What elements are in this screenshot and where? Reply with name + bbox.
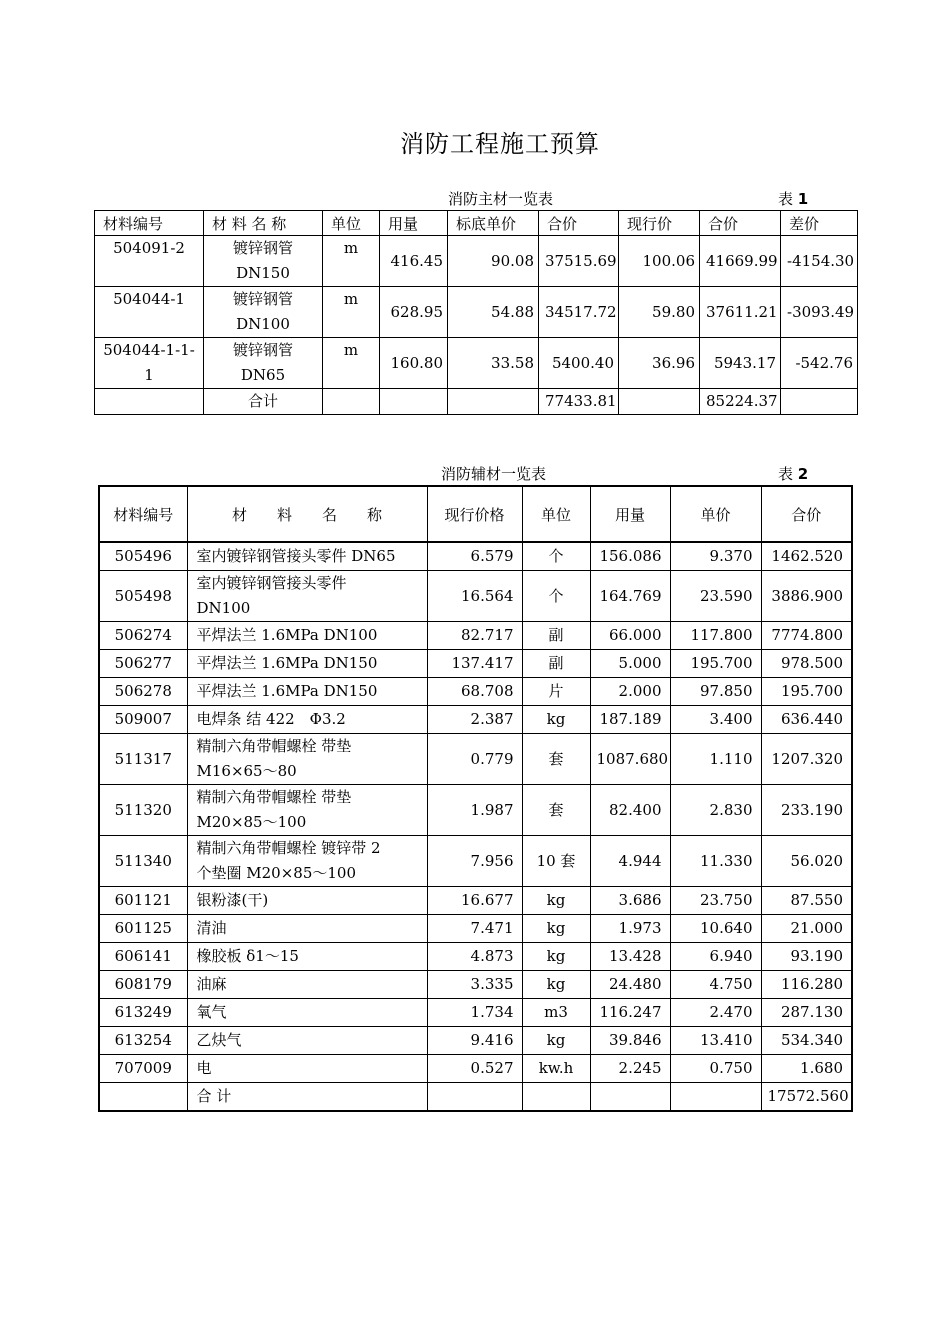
table-row xyxy=(99,650,852,678)
cell-unit-price: 23.590 xyxy=(670,571,761,622)
cell-current-price: 1.734 xyxy=(427,999,522,1027)
cell-total: 93.190 xyxy=(761,943,852,971)
cell-base-total: 34517.72 xyxy=(539,287,619,338)
cell-name xyxy=(204,236,323,287)
cell-unit-price: 2.470 xyxy=(670,999,761,1027)
cell-current-price: 100.06 xyxy=(619,236,700,287)
cell-name-line1: 橡胶板 δ1～15 xyxy=(196,947,299,965)
cell-name-line1: 清油 xyxy=(196,919,227,937)
cell-current-price: 137.417 xyxy=(427,650,522,678)
cell-name xyxy=(204,287,323,338)
cell-empty xyxy=(619,389,700,415)
cell-code: 601121 xyxy=(99,887,187,915)
cell-base-price: 33.58 xyxy=(448,338,539,389)
cell-current-price: 59.80 xyxy=(619,287,700,338)
cell-qty: 628.95 xyxy=(380,287,448,338)
cell-name xyxy=(187,915,427,943)
main-materials-table xyxy=(94,210,858,415)
cell-name-line1: 银粉漆(干) xyxy=(196,891,269,909)
cell-name-line1: 氧气 xyxy=(196,1003,227,1021)
table1-tag-number: 1 xyxy=(797,190,809,208)
cell-unit: m3 xyxy=(522,999,590,1027)
cell-base-total: 37515.69 xyxy=(539,236,619,287)
cell-unit-price: 2.830 xyxy=(670,785,761,836)
cell-code: 505498 xyxy=(99,571,187,622)
cell-current-total: 41669.99 xyxy=(700,236,781,287)
table-row xyxy=(95,236,858,287)
cell-unit-price: 9.370 xyxy=(670,542,761,571)
cell-difference: -3093.49 xyxy=(781,287,858,338)
cell-unit: kg xyxy=(522,915,590,943)
cell-qty: 3.686 xyxy=(590,887,670,915)
table-row xyxy=(99,571,852,622)
table1-header-row xyxy=(95,211,858,236)
cell-qty: 13.428 xyxy=(590,943,670,971)
cell-qty: 156.086 xyxy=(590,542,670,571)
cell-name-line1: 电 xyxy=(196,1059,212,1077)
cell-unit: 10 套 xyxy=(522,836,590,887)
cell-unit-price: 6.940 xyxy=(670,943,761,971)
cell-name-line2: DN150 xyxy=(236,264,290,282)
cell-current-price: 6.579 xyxy=(427,542,522,571)
table-row xyxy=(99,943,852,971)
cell-qty: 1087.680 xyxy=(590,734,670,785)
cell-current-price: 36.96 xyxy=(619,338,700,389)
cell-base-total: 5400.40 xyxy=(539,338,619,389)
cell-code: 511317 xyxy=(99,734,187,785)
cell-empty xyxy=(670,1083,761,1112)
cell-code: 506274 xyxy=(99,622,187,650)
table-row xyxy=(99,706,852,734)
cell-empty xyxy=(427,1083,522,1112)
cell-name-line1: 精制六角带帽螺栓 镀锌带 2 xyxy=(196,839,381,857)
table-row xyxy=(99,971,852,999)
table2-sum-row xyxy=(99,1083,852,1112)
cell-unit: 套 xyxy=(522,785,590,836)
cell-current-total: 5943.17 xyxy=(700,338,781,389)
table-row xyxy=(95,287,858,338)
header-unit-price: 单价 xyxy=(670,486,761,542)
cell-current-price: 3.335 xyxy=(427,971,522,999)
cell-name-line1: 室内镀锌钢管接头零件 DN65 xyxy=(196,547,396,565)
auxiliary-materials-table xyxy=(98,485,853,1112)
cell-current-price: 7.471 xyxy=(427,915,522,943)
cell-current-price: 9.416 xyxy=(427,1027,522,1055)
table2-body xyxy=(99,542,852,1083)
cell-unit-price: 1.110 xyxy=(670,734,761,785)
cell-name xyxy=(187,943,427,971)
cell-name-line1: 镀锌钢管 xyxy=(232,290,293,308)
cell-code: 613254 xyxy=(99,1027,187,1055)
cell-name-line1: 平焊法兰 1.6MPa DN150 xyxy=(196,654,378,672)
cell-name xyxy=(187,785,427,836)
cell-empty xyxy=(323,389,380,415)
cell-name-line2: M20×85～100 xyxy=(196,813,307,831)
sum-label: 合计 xyxy=(204,389,323,415)
cell-unit-price: 117.800 xyxy=(670,622,761,650)
cell-name xyxy=(187,706,427,734)
table-row xyxy=(99,1055,852,1083)
header-unit: 单位 xyxy=(522,486,590,542)
cell-current-price: 2.387 xyxy=(427,706,522,734)
sum-label: 合 计 xyxy=(187,1083,427,1112)
cell-unit: kg xyxy=(522,943,590,971)
cell-empty xyxy=(590,1083,670,1112)
cell-empty xyxy=(380,389,448,415)
table1-caption: 消防主材一览表 xyxy=(448,190,554,208)
table-row xyxy=(99,999,852,1027)
cell-empty xyxy=(95,389,204,415)
header-base-total: 合价 xyxy=(539,211,619,236)
cell-total: 7774.800 xyxy=(761,622,852,650)
cell-name-line1: 平焊法兰 1.6MPa DN100 xyxy=(196,626,378,644)
cell-name-line1: 镀锌钢管 xyxy=(232,239,293,257)
cell-code: 504044-1 xyxy=(95,287,204,338)
table2-caption: 消防辅材一览表 xyxy=(441,465,547,483)
table-row xyxy=(95,338,858,389)
cell-empty xyxy=(448,389,539,415)
cell-name-line1: 乙炔气 xyxy=(196,1031,242,1049)
table2-tag-prefix: 表 xyxy=(778,465,794,483)
cell-unit-price: 97.850 xyxy=(670,678,761,706)
table2-tag xyxy=(778,463,808,484)
cell-unit-price: 13.410 xyxy=(670,1027,761,1055)
table1-sum-row xyxy=(95,389,858,415)
cell-name-line1: 平焊法兰 1.6MPa DN150 xyxy=(196,682,378,700)
cell-current-price: 16.564 xyxy=(427,571,522,622)
cell-total: 195.700 xyxy=(761,678,852,706)
cell-unit: 副 xyxy=(522,650,590,678)
cell-name xyxy=(187,622,427,650)
cell-unit-price: 195.700 xyxy=(670,650,761,678)
cell-total: 534.340 xyxy=(761,1027,852,1055)
cell-unit: kw.h xyxy=(522,1055,590,1083)
header-name: 材 料 名 称 xyxy=(204,211,323,236)
cell-unit: 副 xyxy=(522,622,590,650)
cell-unit: m xyxy=(323,236,380,287)
table-row xyxy=(99,1027,852,1055)
table1-tag-prefix: 表 xyxy=(778,190,794,208)
document-title: 消防工程施工预算 xyxy=(400,130,600,158)
header-name: 材 料 名 称 xyxy=(187,486,427,542)
header-current-total: 合价 xyxy=(700,211,781,236)
cell-name xyxy=(187,571,427,622)
cell-current-price: 0.779 xyxy=(427,734,522,785)
cell-code: 608179 xyxy=(99,971,187,999)
cell-unit-price: 23.750 xyxy=(670,887,761,915)
cell-unit-price: 11.330 xyxy=(670,836,761,887)
cell-code: 506278 xyxy=(99,678,187,706)
cell-unit-price: 4.750 xyxy=(670,971,761,999)
header-current-price: 现行价 xyxy=(619,211,700,236)
cell-total: 21.000 xyxy=(761,915,852,943)
cell-total: 636.440 xyxy=(761,706,852,734)
cell-unit: 个 xyxy=(522,571,590,622)
table-row xyxy=(99,542,852,571)
cell-code: 505496 xyxy=(99,542,187,571)
cell-name-line1: 电焊条 结 422 Φ3.2 xyxy=(196,710,346,728)
cell-name-line2: M16×65～80 xyxy=(196,762,297,780)
header-base-price: 标底单价 xyxy=(448,211,539,236)
cell-qty: 1.973 xyxy=(590,915,670,943)
cell-current-price: 0.527 xyxy=(427,1055,522,1083)
cell-total: 233.190 xyxy=(761,785,852,836)
cell-name-line2: DN100 xyxy=(196,599,251,617)
table-row xyxy=(99,785,852,836)
cell-current-price: 68.708 xyxy=(427,678,522,706)
cell-qty: 116.247 xyxy=(590,999,670,1027)
cell-name-line2: DN100 xyxy=(236,315,290,333)
cell-code: 506277 xyxy=(99,650,187,678)
cell-name xyxy=(187,542,427,571)
cell-qty: 4.944 xyxy=(590,836,670,887)
cell-unit: kg xyxy=(522,971,590,999)
cell-name-line1: 镀锌钢管 xyxy=(232,341,293,359)
header-qty: 用量 xyxy=(590,486,670,542)
cell-code: 613249 xyxy=(99,999,187,1027)
cell-qty: 24.480 xyxy=(590,971,670,999)
cell-name-line1: 室内镀锌钢管接头零件 xyxy=(196,574,347,592)
cell-name xyxy=(187,971,427,999)
cell-base-price: 90.08 xyxy=(448,236,539,287)
cell-current-price: 7.956 xyxy=(427,836,522,887)
table-row xyxy=(99,887,852,915)
cell-qty: 2.245 xyxy=(590,1055,670,1083)
cell-name xyxy=(187,650,427,678)
cell-total: 1207.320 xyxy=(761,734,852,785)
cell-empty xyxy=(99,1083,187,1112)
cell-name-line2: DN65 xyxy=(240,366,286,384)
cell-name xyxy=(187,999,427,1027)
header-current-price: 现行价格 xyxy=(427,486,522,542)
cell-code: 601125 xyxy=(99,915,187,943)
cell-unit: 片 xyxy=(522,678,590,706)
table-row xyxy=(99,734,852,785)
cell-qty: 416.45 xyxy=(380,236,448,287)
cell-unit: 套 xyxy=(522,734,590,785)
cell-code: 511340 xyxy=(99,836,187,887)
cell-name xyxy=(187,734,427,785)
header-code: 材料编号 xyxy=(95,211,204,236)
table-row xyxy=(99,622,852,650)
header-code: 材料编号 xyxy=(99,486,187,542)
cell-qty: 82.400 xyxy=(590,785,670,836)
cell-name xyxy=(187,1055,427,1083)
header-total: 合价 xyxy=(761,486,852,542)
cell-current-price: 1.987 xyxy=(427,785,522,836)
cell-total: 978.500 xyxy=(761,650,852,678)
cell-name xyxy=(187,678,427,706)
cell-total: 56.020 xyxy=(761,836,852,887)
table-row xyxy=(99,915,852,943)
header-unit: 单位 xyxy=(323,211,380,236)
cell-base-price: 54.88 xyxy=(448,287,539,338)
cell-name xyxy=(187,1027,427,1055)
cell-qty: 39.846 xyxy=(590,1027,670,1055)
table2-header-row xyxy=(99,486,852,542)
cell-difference: -542.76 xyxy=(781,338,858,389)
cell-code: 509007 xyxy=(99,706,187,734)
cell-qty: 2.000 xyxy=(590,678,670,706)
cell-current-price: 16.677 xyxy=(427,887,522,915)
cell-total: 287.130 xyxy=(761,999,852,1027)
cell-qty: 164.769 xyxy=(590,571,670,622)
header-difference: 差价 xyxy=(781,211,858,236)
cell-code: 511320 xyxy=(99,785,187,836)
header-qty: 用量 xyxy=(380,211,448,236)
sum-total: 17572.560 xyxy=(761,1083,852,1112)
cell-difference: -4154.30 xyxy=(781,236,858,287)
table2-tag-number: 2 xyxy=(797,465,809,483)
cell-current-price: 82.717 xyxy=(427,622,522,650)
cell-unit: 个 xyxy=(522,542,590,571)
cell-code: 504044-1-1-1 xyxy=(95,338,204,389)
cell-qty: 187.189 xyxy=(590,706,670,734)
cell-empty xyxy=(781,389,858,415)
cell-name-line2: 个垫圈 M20×85～100 xyxy=(196,864,356,882)
cell-name xyxy=(204,338,323,389)
cell-qty: 66.000 xyxy=(590,622,670,650)
cell-unit-price: 3.400 xyxy=(670,706,761,734)
cell-current-total: 37611.21 xyxy=(700,287,781,338)
cell-name xyxy=(187,836,427,887)
cell-unit: m xyxy=(323,338,380,389)
cell-total: 116.280 xyxy=(761,971,852,999)
cell-code: 606141 xyxy=(99,943,187,971)
cell-unit: m xyxy=(323,287,380,338)
cell-unit: kg xyxy=(522,1027,590,1055)
cell-unit: kg xyxy=(522,706,590,734)
sum-current-total: 85224.37 xyxy=(700,389,781,415)
table-row xyxy=(99,836,852,887)
cell-code: 707009 xyxy=(99,1055,187,1083)
table1-tag xyxy=(778,188,808,209)
cell-name-line1: 精制六角带帽螺栓 带垫 xyxy=(196,737,352,755)
cell-qty: 5.000 xyxy=(590,650,670,678)
cell-name-line1: 精制六角带帽螺栓 带垫 xyxy=(196,788,352,806)
cell-unit-price: 0.750 xyxy=(670,1055,761,1083)
cell-unit-price: 10.640 xyxy=(670,915,761,943)
cell-empty xyxy=(522,1083,590,1112)
cell-qty: 160.80 xyxy=(380,338,448,389)
cell-name-line1: 油麻 xyxy=(196,975,227,993)
cell-total: 1.680 xyxy=(761,1055,852,1083)
cell-unit: kg xyxy=(522,887,590,915)
cell-code: 504091-2 xyxy=(95,236,204,287)
cell-name xyxy=(187,887,427,915)
cell-total: 87.550 xyxy=(761,887,852,915)
cell-total: 3886.900 xyxy=(761,571,852,622)
sum-base-total: 77433.81 xyxy=(539,389,619,415)
cell-total: 1462.520 xyxy=(761,542,852,571)
table-row xyxy=(99,678,852,706)
cell-current-price: 4.873 xyxy=(427,943,522,971)
